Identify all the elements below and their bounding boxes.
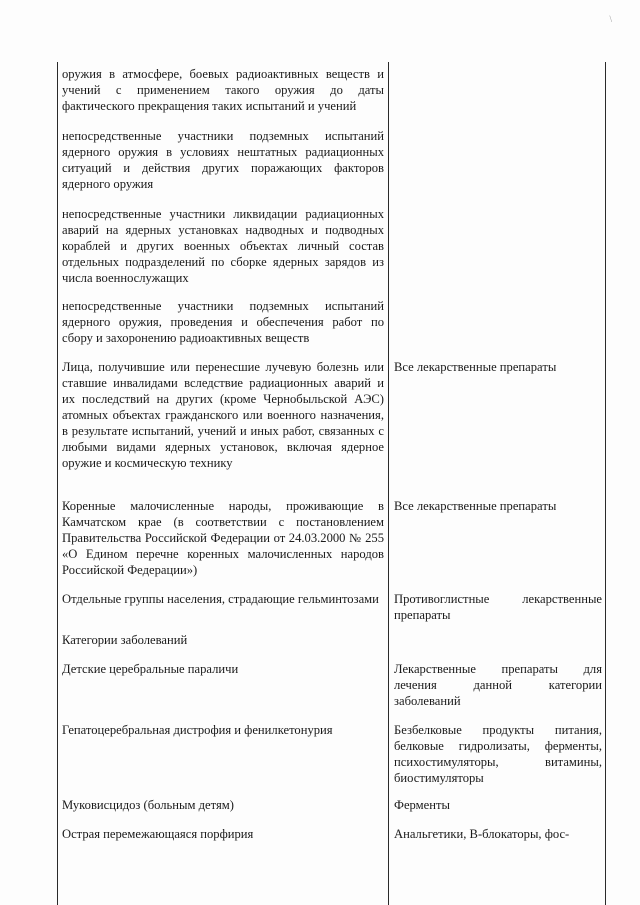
table-cell-condition: непосредственные участники подземных испытаний ядерного оружия в условиях нештатных радиационных ситуаций и действия других поражающих факторов ядерного оружия xyxy=(62,129,384,191)
table-cell-medication: Все лекарственные препараты xyxy=(394,499,557,513)
table-cell-condition: оружия в атмосфере, боевых радиоактивных веществ и учений с применением такого оружия до даты фактического прекращения таких испытаний и учений xyxy=(62,67,384,113)
table-cell-medication: Анальгетики, B-блокаторы, фос- xyxy=(394,827,570,841)
table-cell-medication: Ферменты xyxy=(394,798,450,812)
table-cell-condition: Муковисцидоз (больным детям) xyxy=(62,798,234,812)
page-corner-mark: \ xyxy=(609,14,612,24)
table-section-heading: Категории заболеваний xyxy=(62,633,188,647)
table-cell-condition: Гепатоцеребральная дистрофия и фенилкетонурия xyxy=(62,723,333,737)
table-cell-medication: Противоглистные лекарственные препараты xyxy=(394,592,602,622)
table-cell-condition: Коренные малочисленные народы, проживающие в Камчатском крае (в соответствии с постановлением Правительства Российской Федерации от 24.03.2000 № 255 «О Едином перечне коренных малочисленных народов Российской Федерации») xyxy=(62,499,384,577)
table-cell-medication: Все лекарственные препараты xyxy=(394,360,557,374)
table-cell-condition: Острая перемежающаяся порфирия xyxy=(62,827,254,841)
table-border-right xyxy=(605,62,606,905)
table-cell-condition: Детские церебральные параличи xyxy=(62,662,239,676)
table-cell-condition: непосредственные участники подземных испытаний ядерного оружия, проведения и обеспечения работ по сбору и захоронению радиоактивных веществ xyxy=(62,299,384,345)
table-cell-medication: Безбелковые продукты питания, белковые гидролизаты, ферменты, психостимуляторы, витамины, биостимуляторы xyxy=(394,723,602,785)
table-cell-medication: Лекарственные препараты для лечения данной категории заболеваний xyxy=(394,662,602,708)
table-border-middle xyxy=(388,62,389,905)
table-cell-condition: непосредственные участники ликвидации радиационных аварий на ядерных установках надводных и подводных кораблей и других военных объектах личный состав отдельных подразделений по сборке ядерных зарядов из числа военнослужащих xyxy=(62,207,384,285)
table-border-left xyxy=(57,62,58,905)
table-cell-condition: Лица, получившие или перенесшие лучевую болезнь или ставшие инвалидами вследствие радиационных аварий и их последствий на других (кроме Чернобыльской АЭС) атомных объектах гражданского или военного назначения, в результате испытаний, учений и иных работ, связанных с любыми видами ядерных установок, включая ядерное оружие и космическую технику xyxy=(62,360,384,470)
table-cell-condition: Отдельные группы населения, страдающие гельминтозами xyxy=(62,592,379,606)
